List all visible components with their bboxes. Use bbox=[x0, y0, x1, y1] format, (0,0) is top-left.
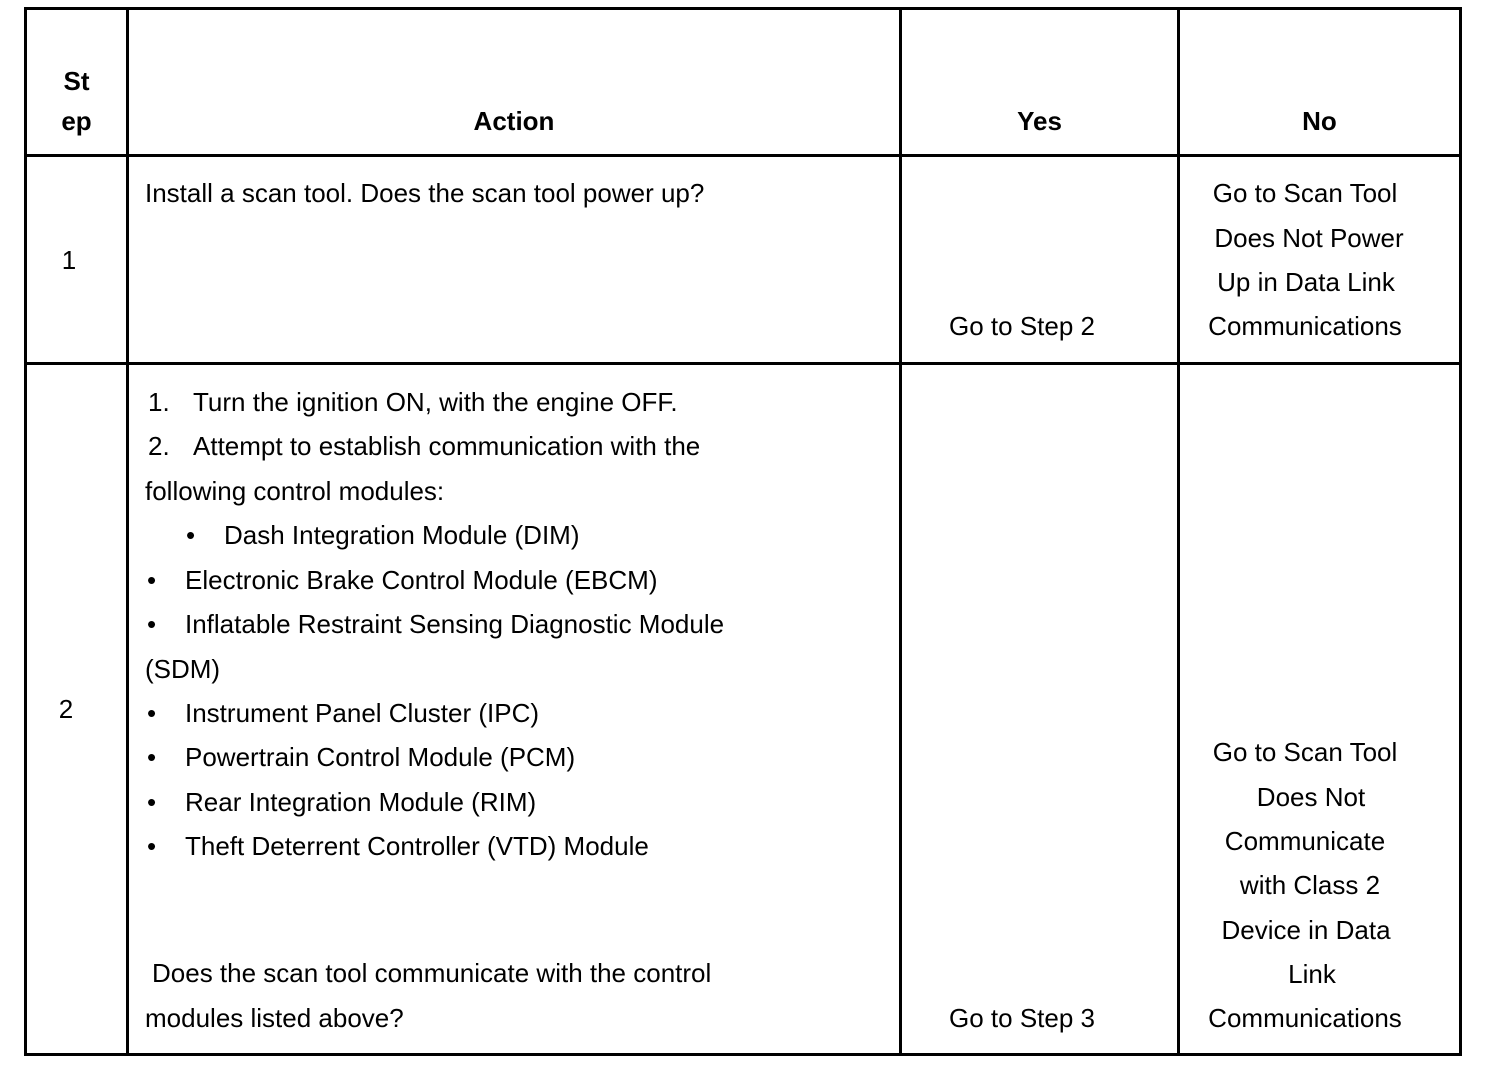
bullet-icon: • bbox=[186, 520, 196, 550]
row2-no-line4: with Class 2 bbox=[1239, 870, 1381, 900]
module-item-sdm: Inflatable Restraint Sensing Diagnostic Module bbox=[185, 609, 725, 639]
row1-no-line4: Communications bbox=[1208, 311, 1402, 341]
module-item-ebcm: Electronic Brake Control Module (EBCM) bbox=[185, 565, 658, 595]
table-border-header-bottom bbox=[24, 154, 1462, 157]
module-item-ipc: Instrument Panel Cluster (IPC) bbox=[185, 698, 540, 728]
module-item-rim: Rear Integration Module (RIM) bbox=[185, 787, 537, 817]
table-border-bottom bbox=[24, 1053, 1462, 1056]
row2-action-step1-text: Turn the ignition ON, with the engine OFF. bbox=[193, 387, 678, 417]
row2-question-line1: Does the scan tool communicate with the control bbox=[152, 958, 712, 988]
row2-action-step2-text: Attempt to establish communication with the bbox=[193, 431, 701, 461]
module-item-sdm-continuation: (SDM) bbox=[145, 654, 221, 684]
row2-step-number: 2 bbox=[58, 694, 74, 724]
row2-no-line2: Does Not bbox=[1256, 782, 1366, 812]
module-item-dim: Dash Integration Module (DIM) bbox=[224, 520, 580, 550]
row1-yes-text: Go to Step 2 bbox=[949, 311, 1095, 341]
header-yes: Yes bbox=[1017, 106, 1062, 136]
row1-no-line1: Go to Scan Tool bbox=[1212, 178, 1398, 208]
bullet-icon: • bbox=[147, 787, 157, 817]
row1-no-line2: Does Not Power bbox=[1214, 223, 1404, 253]
row2-action-continuation: following control modules: bbox=[145, 476, 445, 506]
header-step-line1: St bbox=[63, 66, 90, 96]
row2-no-line1: Go to Scan Tool bbox=[1212, 737, 1398, 767]
row2-no-line6: Link bbox=[1288, 959, 1336, 989]
row2-no-line7: Communications bbox=[1208, 1003, 1402, 1033]
table-border-row1-bottom bbox=[24, 362, 1462, 365]
row1-action-text: Install a scan tool. Does the scan tool power up? bbox=[145, 178, 705, 208]
bullet-icon: • bbox=[147, 565, 157, 595]
header-action: Action bbox=[473, 106, 555, 136]
column-divider-step bbox=[126, 7, 129, 1056]
row2-no-line5: Device in Data bbox=[1221, 915, 1391, 945]
row2-action-step2-number: 2. bbox=[148, 431, 170, 461]
row1-no-line3: Up in Data Link bbox=[1217, 267, 1395, 297]
row2-no-line3: Communicate bbox=[1224, 826, 1386, 856]
bullet-icon: • bbox=[147, 698, 157, 728]
column-divider-action bbox=[899, 7, 902, 1056]
bullet-icon: • bbox=[147, 831, 157, 861]
bullet-icon: • bbox=[147, 742, 157, 772]
table-border-top bbox=[24, 7, 1462, 10]
module-item-vtd: Theft Deterrent Controller (VTD) Module bbox=[185, 831, 649, 861]
header-step-line2: ep bbox=[61, 106, 92, 136]
table-border-left bbox=[24, 7, 27, 1056]
module-item-pcm: Powertrain Control Module (PCM) bbox=[185, 742, 576, 772]
table-border-right bbox=[1459, 7, 1462, 1056]
row2-question-line2: modules listed above? bbox=[145, 1003, 404, 1033]
row1-step-number: 1 bbox=[61, 245, 77, 275]
bullet-icon: • bbox=[147, 609, 157, 639]
row2-action-step1-number: 1. bbox=[148, 387, 170, 417]
header-no: No bbox=[1302, 106, 1337, 136]
row2-yes-text: Go to Step 3 bbox=[949, 1003, 1095, 1033]
